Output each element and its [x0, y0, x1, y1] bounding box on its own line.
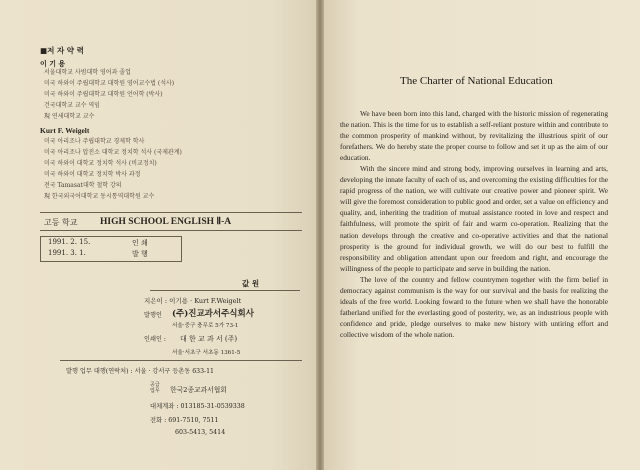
book-title-prefix: 고등 학교: [44, 218, 78, 227]
book-title: HIGH SCHOOL ENGLISH Ⅱ-A: [100, 217, 232, 227]
author1-bio-line: 서울대학교 사범대학 영어과 졸업: [44, 69, 131, 76]
author2-bio-line: 전국 Tamasat대학 철학 강의: [44, 182, 122, 189]
publish-date: 1991. 3. 1.: [48, 249, 86, 257]
author2-bio-line: 미국 아리조나 주립대학교 경제학 학사: [44, 138, 145, 145]
publisher-label: 발행인: [144, 312, 162, 319]
authors-credit: 지은이 : 이기용 · Kurt F.Weigelt: [144, 297, 242, 305]
publishing-agency: 발행 업무 대행(연락처) : 서울 · 강서구 등촌동 633-11: [66, 368, 214, 375]
book-gutter: [316, 0, 324, 470]
author1-name: 이 기 용: [40, 59, 66, 68]
publisher-name: (주)진교과서주식회사: [172, 309, 254, 319]
account-number: 대체계좌 : 013185-31-0539338: [150, 403, 245, 410]
author2-bio-line: 미국 하와이 대학교 정치학 석사 (비교정치): [44, 160, 157, 167]
title-rule-top: [40, 212, 302, 213]
author2-name: Kurt F. Weigelt: [40, 126, 90, 135]
supply-label: 공급 업무: [150, 382, 160, 394]
printer-label: 인쇄인 :: [144, 336, 166, 343]
charter-paragraph: With the sincere mind and strong body, improving ourselves in learning and arts, developing the innate faculty of each of us, and overcoming the existing difficulties for the rapid progress of the nation, we will cultivate our creative power and pioneer spirit. We will give the foremost consideration to public good and order, set a value on efficiency and quality, and, inheriting the tradition of mutual assistance rooted in love and respect and faithfulness, will promote the spirit of fair and warm co-operation. Realizing that the nation develops through the creative and co-operative activities and that the national prosperity is the ground for individual growth, we will do our best to fulfill the responsibility and obligation attendant upon our freedom and right, and encourage the willingness of the people to participate and serve in building the nation.: [340, 164, 608, 273]
author1-bio-line: 건국대학교 교수 역임: [44, 102, 100, 109]
title-rule-bottom: [40, 230, 302, 231]
printer-address: 서울·서초구 서초동 1361-5: [172, 350, 241, 356]
price-rule: [150, 290, 300, 291]
phone-line-1: 전화 : 691-7510, 7511: [150, 417, 219, 424]
author2-bio-line: 미국 하와이 대학교 정치학 박사 과정: [44, 171, 141, 178]
charter-paragraph: We have been born into this land, charged with the historic mission of regenerating the nation. This is the time for us to establish a self-reliant posture within and contribute to the common prosperity of mankind without, by revitalizing the illustrious spirit of our forefathers. We do hereby state the proper course to follow and set it up as the aim of our education.: [340, 109, 608, 163]
charter-title: The Charter of National Education: [400, 75, 553, 87]
author1-bio-line: 미국 하와이 주립대학교 대학원 영어교수법 (석사): [44, 80, 175, 87]
publisher-address: 서울·중구 충무로 5가 73-1: [172, 323, 239, 329]
author1-bio-line: 미국 하와이 주립대학교 대학원 언어학 (박사): [44, 91, 163, 98]
charter-paragraph: The love of the country and fellow countrymen together with the firm belief in democracy against communism is the way for our survival and the basis for realizing the ideals of the free world. Looking foward to the future when we shall have the honorable fatherland unified for the everlasting good of posterity, we, as an industrious people with confidence and pride, pledge ourselves to make new history with untiring effort and collective wisdom of the whole nation.: [340, 274, 608, 339]
publish-label: 발 행: [132, 250, 148, 258]
supply-agency-name: 한국2종교과서협회: [170, 386, 227, 394]
print-date: 1991. 2. 15.: [48, 238, 91, 246]
printer-name: 대 한 교 과 서 (주): [180, 335, 238, 343]
author1-bio-line: 現 연세대학교 교수: [44, 113, 95, 120]
print-label: 인 쇄: [132, 239, 148, 247]
charter-body: [340, 108, 608, 340]
author-section-heading: ■저 자 약 력: [40, 46, 84, 55]
author2-bio-line: 現 한국외국어대학교 동시통역대학원 교수: [44, 193, 155, 200]
phone-line-2: 603-5413, 5414: [175, 429, 226, 436]
author2-bio-line: 미국 아리조나 압진소 대학교 정치학 석사 (국제관계): [44, 149, 182, 156]
price-label: 값 원: [242, 279, 260, 288]
colophon-rule: [60, 360, 302, 361]
